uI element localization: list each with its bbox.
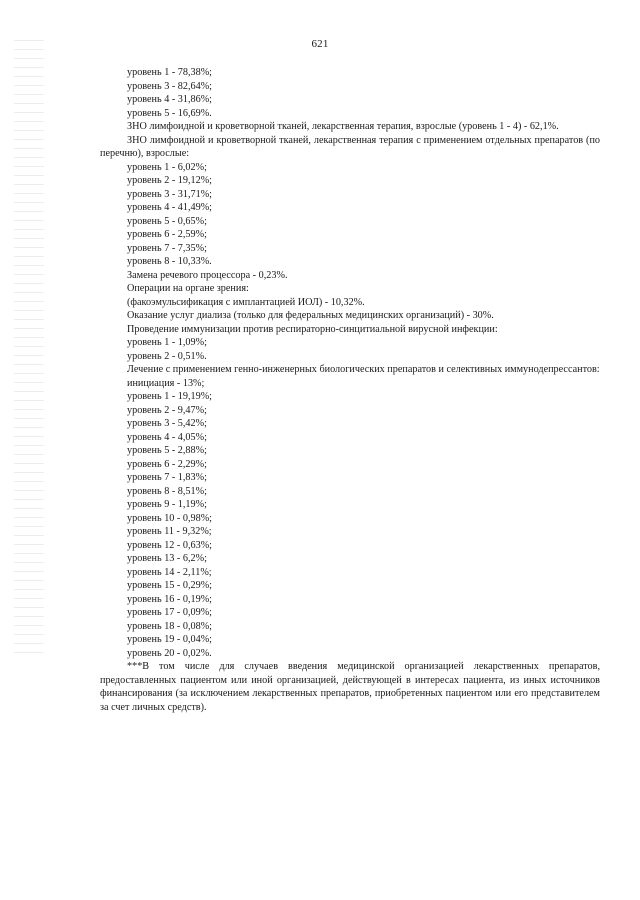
- level-item: уровень 5 - 0,65%;: [127, 215, 207, 227]
- level-item: уровень 4 - 41,49%;: [127, 202, 213, 213]
- level-item: уровень 16 - 0,19%;: [127, 593, 213, 605]
- level-item: уровень 10 - 0,98%;: [127, 512, 213, 524]
- level-item: уровень 3 - 31,71%;: [127, 188, 213, 200]
- level-item: уровень 20 - 0,02%.: [127, 647, 212, 659]
- level-item: уровень 7 - 1,83%;: [127, 472, 207, 483]
- level-item: уровень 3 - 5,42%;: [127, 418, 207, 429]
- immunization-line: Проведение иммунизации против респираторно-синцитиальной вирусной инфекции:: [127, 323, 498, 335]
- speech-processor-line: Замена речевого процессора - 0,23%.: [127, 269, 288, 281]
- level-item: уровень 8 - 10,33%.: [127, 256, 212, 267]
- level-item: уровень 12 - 0,63%;: [127, 539, 213, 551]
- level-list-3: [100, 336, 600, 363]
- level-item: уровень 1 - 19,19%;: [127, 391, 213, 402]
- level-item: уровень 11 - 9,32%;: [127, 526, 212, 537]
- level-item: уровень 2 - 9,47%;: [127, 404, 207, 416]
- initiation-line: инициация - 13%;: [127, 377, 205, 389]
- level-item: уровень 17 - 0,09%;: [127, 607, 213, 618]
- level-item: уровень 19 - 0,04%;: [127, 634, 213, 645]
- level-item: уровень 4 - 4,05%;: [127, 431, 207, 443]
- level-item: уровень 1 - 1,09%;: [127, 337, 207, 348]
- level-item: уровень 5 - 2,88%;: [127, 445, 207, 456]
- level-item: уровень 2 - 19,12%;: [127, 175, 213, 186]
- level-item: уровень 18 - 0,08%;: [127, 620, 213, 632]
- footnote-paragraph: ***В том числе для случаев введения медицинской организацией лекарственных препаратов, предоставленных пациентом или иной организацией, действующей в интересах пациента, из иных источников финансирования (за исключением лекарственных препаратов, приобретенных пациентом или его представителем за счет личных средств).: [100, 661, 600, 713]
- level-item: уровень 13 - 6,2%;: [127, 553, 207, 564]
- level-item: уровень 6 - 2,29%;: [127, 458, 207, 470]
- level-item: уровень 8 - 8,51%;: [127, 485, 207, 497]
- level-list-4: [100, 390, 600, 660]
- gene-therapy-paragraph: Лечение с применением генно-инженерных биологических препаратов и селективных иммунодепрессантов:: [127, 364, 600, 375]
- eye-operations-line: Операции на органе зрения:: [127, 283, 249, 294]
- level-item: уровень 14 - 2,11%;: [127, 566, 212, 578]
- zno-adult-paragraph: ЗНО лимфоидной и кроветворной тканей, лекарственная терапия, взрослые (уровень 1 - 4) - 62,1%.: [127, 121, 559, 132]
- level-list-2: [100, 161, 600, 269]
- level-list-1: [100, 66, 600, 120]
- zno-selected-drugs-paragraph: ЗНО лимфоидной и кроветворной тканей, лекарственная терапия с применением отдельных препаратов (по перечню), взрослые:: [100, 134, 600, 159]
- page-number: 621: [311, 38, 329, 50]
- level-item: уровень 7 - 7,35%;: [127, 242, 207, 254]
- level-item: уровень 3 - 82,64%;: [127, 80, 213, 92]
- document-body: [100, 66, 600, 714]
- level-item: уровень 9 - 1,19%;: [127, 499, 207, 510]
- scan-margin-noise: [14, 40, 44, 660]
- level-item: уровень 15 - 0,29%;: [127, 580, 213, 591]
- level-item: уровень 5 - 16,69%.: [127, 107, 212, 119]
- level-item: уровень 4 - 31,86%;: [127, 94, 213, 105]
- level-item: уровень 6 - 2,59%;: [127, 229, 207, 240]
- level-item: уровень 2 - 0,51%.: [127, 350, 207, 362]
- level-item: уровень 1 - 6,02%;: [127, 161, 207, 173]
- level-item: уровень 1 - 78,38%;: [127, 67, 213, 78]
- phaco-line: (факоэмульсификация с имплантацией ИОЛ) - 10,32%.: [127, 296, 365, 308]
- dialysis-line: Оказание услуг диализа (только для федеральных медицинских организаций) - 30%.: [127, 310, 494, 321]
